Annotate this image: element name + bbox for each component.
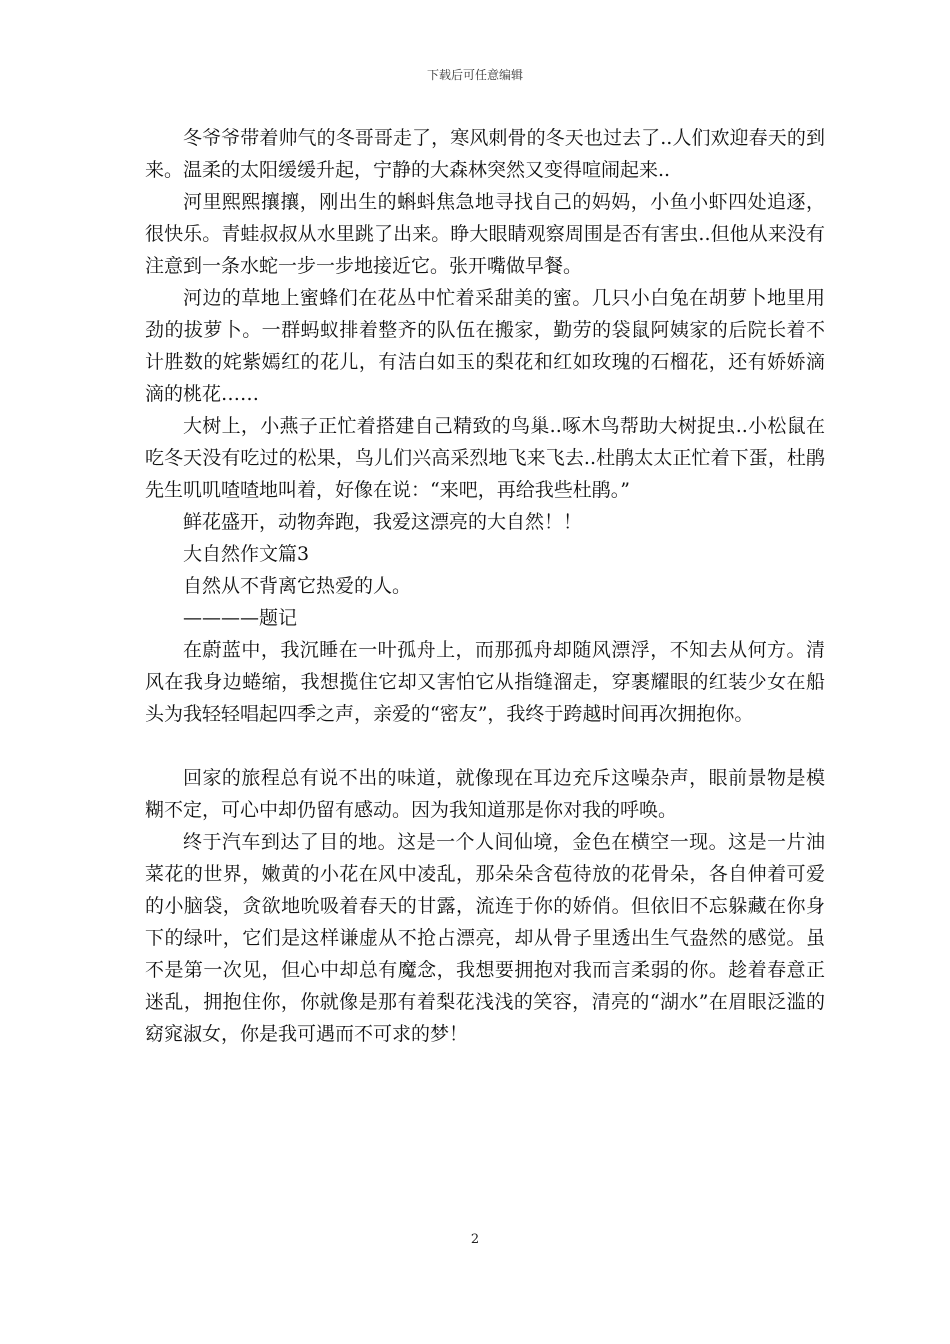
document-body [145, 122, 825, 1050]
paragraph-love-nature: 鲜花盛开，动物奔跑，我爱这漂亮的大自然！！ [183, 511, 583, 533]
page-number: 2 [470, 1232, 480, 1247]
paragraph-winter-leaves: 冬爷爷带着帅气的冬哥哥走了，寒风刺骨的冬天也过去了..人们欢迎春天的到来。温柔的太阳缓缓升起，宁静的大森林突然又变得喧闹起来.. [145, 127, 825, 181]
paragraph-rapeseed-field: 终于汽车到达了目的地。这是一个人间仙境，金色在横空一现。这是一片油菜花的世界，嫩黄的小花在风中凌乱，那朵朵含苞待放的花骨朵，各自伸着可爱的小脑袋，贪欲地吮吸着春天的甘露，流连于你的娇俏。但依旧不忘躲藏在你身下的绿叶，它们是这样谦虚从不抢占漂亮，却从骨子里透出生气盎然的感觉。虽不是第一次见，但心中却总有魔念，我想要拥抱对我而言柔弱的你。趁着春意正迷乱，拥抱住你，你就像是那有着梨花浅浅的笑容，清亮的“湖水”在眉眼泛滥的窈窕淑女，你是我可遇而不可求的梦！ [145, 831, 825, 1045]
paragraph-river: 河里熙熙攘攘，刚出生的蝌蚪焦急地寻找自己的妈妈，小鱼小虾四处追逐，很快乐。青蛙叔叔从水里跳了出来。睁大眼睛观察周围是否有害虫..但他从来没有注意到一条水蛇一步一步地接近它。张开嘴做早餐。 [145, 191, 825, 277]
paragraph-azure-boat: 在蔚蓝中，我沉睡在一叶孤舟上，而那孤舟却随风漂浮，不知去从何方。清风在我身边蜷缩，我想揽住它却又害怕它从指缝溜走，穿裹耀眼的红装少女在船头为我轻轻唱起四季之声，亲爱的“密友”，我终于跨越时间再次拥抱你。 [145, 639, 825, 725]
paragraph-journey-home: 回家的旅程总有说不出的味道，就像现在耳边充斥这噪杂声，眼前景物是模糊不定，可心中却仍留有感动。因为我知道那是你对我的呼唤。 [145, 767, 825, 821]
essay-title: 大自然作文篇3 [183, 543, 310, 565]
page-header-note: 下载后可任意编辑 [426, 68, 523, 82]
epigraph: 自然从不背离它热爱的人。 [183, 575, 412, 597]
paragraph-riverside-meadow: 河边的草地上蜜蜂们在花丛中忙着采甜美的蜜。几只小白兔在胡萝卜地里用劲的拔萝卜。一群蚂蚁排着整齐的队伍在搬家，勤劳的袋鼠阿姨家的后院长着不计胜数的姹紫嫣红的花儿，有洁白如玉的梨花和红如玫瑰的石榴花，还有娇娇滴滴的桃花…… [145, 287, 825, 405]
epigraph-attribution: ————题记 [183, 607, 298, 629]
paragraph-tree: 大树上，小燕子正忙着搭建自己精致的鸟巢..啄木鸟帮助大树捉虫..小松鼠在吃冬天没有吃过的松果，鸟儿们兴高采烈地飞来飞去..杜鹃太太正忙着下蛋，杜鹃先生叽叽喳喳地叫着，好像在说：“来吧，再给我些杜鹃。” [145, 415, 825, 501]
